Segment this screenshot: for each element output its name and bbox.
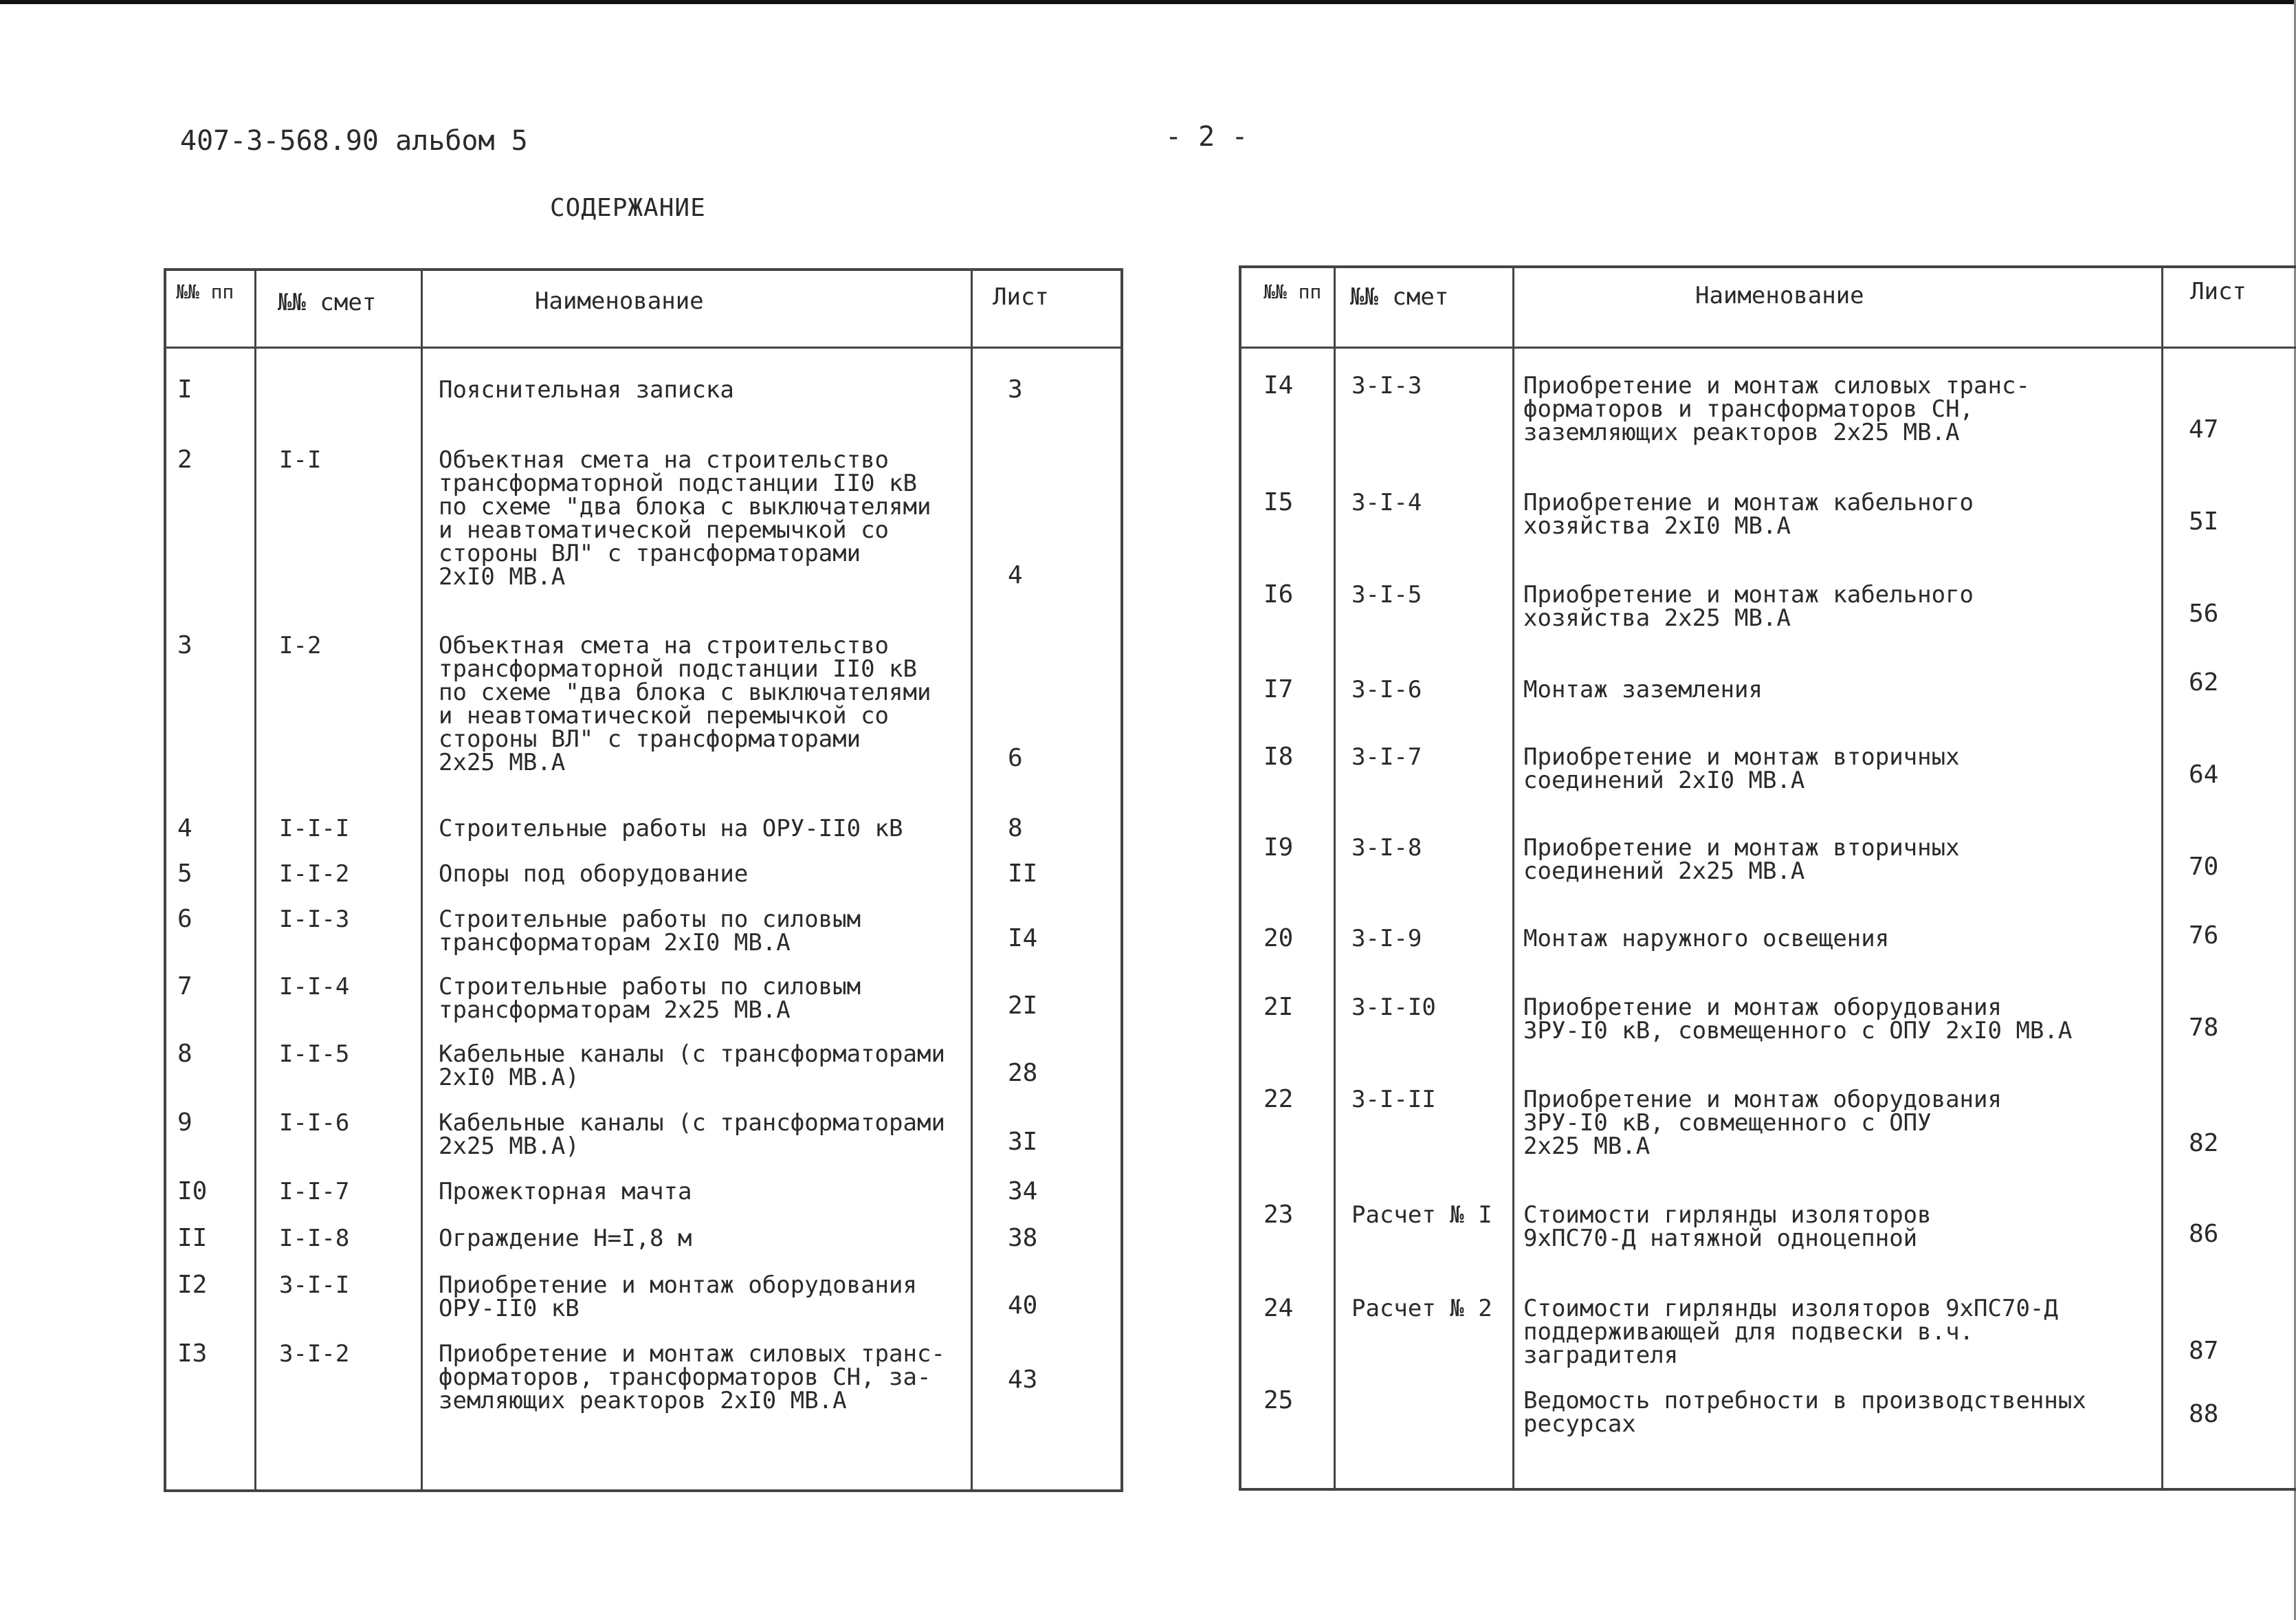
row-number: 8 (177, 1040, 192, 1068)
item-name: Приобретение и монтаж силовых транс- форматоров и трансформаторов СН, заземляющих реакторов 2х25 МВ.А (1523, 372, 2030, 446)
item-name: Строительные работы по силовым трансформаторам 2х25 МВ.А (439, 973, 861, 1024)
estimate-number: I-I-5 (279, 1040, 350, 1068)
sheet-number: 70 (2189, 853, 2219, 881)
row-number: 7 (177, 972, 192, 1000)
estimate-number: I-I-7 (279, 1178, 350, 1205)
page-number: - 2 - (1165, 121, 1248, 153)
row-number: 5 (177, 860, 192, 888)
row-number: 20 (1263, 924, 1294, 952)
sheet-number: 88 (2189, 1400, 2219, 1428)
item-name: Приобретение и монтаж вторичных соединений 2хI0 МВ.А (1523, 743, 1960, 794)
row-number: 2 (177, 446, 192, 474)
column-divider (1334, 265, 1336, 1491)
item-name: Прожекторная мачта (439, 1178, 692, 1205)
header-divider (1239, 347, 2296, 349)
row-number: 22 (1263, 1085, 1294, 1113)
row-number: I3 (177, 1339, 208, 1368)
estimate-number: 3-I-I0 (1351, 994, 1436, 1021)
sheet-number: 82 (2189, 1129, 2219, 1157)
column-header-row-no: №№ пп (176, 281, 234, 303)
column-header-estimate-no: №№ смет (278, 289, 377, 316)
estimate-number: 3-I-4 (1351, 489, 1422, 516)
estimate-number: 3-I-9 (1351, 925, 1422, 952)
sheet-number: 34 (1008, 1177, 1038, 1205)
sheet-number: 87 (2189, 1337, 2219, 1365)
row-number: I7 (1263, 675, 1294, 703)
estimate-number: I-I-6 (279, 1109, 350, 1137)
item-name: Пояснительная записка (439, 376, 734, 404)
sheet-number: 5I (2189, 507, 2219, 536)
row-number: 2I (1263, 993, 1294, 1021)
row-number: 24 (1263, 1294, 1294, 1322)
column-header-name: Наименование (535, 287, 704, 315)
column-header-estimate-no: №№ смет (1350, 283, 1449, 311)
row-number: I6 (1263, 580, 1294, 609)
estimate-number: I-I-I (279, 815, 350, 842)
sheet-number: 3I (1008, 1128, 1038, 1156)
estimate-number: Расчет № I (1351, 1201, 1492, 1229)
item-name: Строительные работы на ОРУ-II0 кВ (439, 815, 903, 842)
estimate-number: 3-I-6 (1351, 676, 1422, 703)
item-name: Приобретение и монтаж оборудования ЗРУ-I0 кВ, совмещенного с ОПУ 2хI0 МВ.А (1523, 994, 2073, 1044)
estimate-number: I-I-4 (279, 973, 350, 1000)
row-number: 3 (177, 631, 192, 659)
row-number: II (177, 1224, 208, 1252)
sheet-number: 40 (1008, 1291, 1038, 1320)
sheet-number: 38 (1008, 1224, 1038, 1252)
column-divider (421, 268, 423, 1492)
item-name: Приобретение и монтаж оборудования ОРУ-II0 кВ (439, 1271, 917, 1322)
item-name: Приобретение и монтаж кабельного хозяйства 2хI0 МВ.А (1523, 489, 1974, 540)
sheet-number: 43 (1008, 1366, 1038, 1394)
sheet-number: 62 (2189, 668, 2219, 697)
row-number: I2 (177, 1271, 208, 1299)
row-number: 4 (177, 814, 192, 842)
sheet-number: 4 (1008, 561, 1023, 589)
column-divider (2161, 265, 2163, 1491)
sheet-number: 64 (2189, 760, 2219, 789)
estimate-number: I-I (279, 446, 322, 474)
row-number: I4 (1263, 371, 1294, 399)
estimate-number: 3-I-7 (1351, 743, 1422, 771)
column-header-sheet: Лист (2190, 278, 2247, 305)
column-header-row-no: №№ пп (1263, 281, 1322, 303)
row-number: 23 (1263, 1201, 1294, 1229)
contents-table-right (1239, 265, 2296, 1491)
estimate-number: 3-I-II (1351, 1086, 1436, 1113)
item-name: Кабельные каналы (с трансформаторами 2х25 МВ.А) (439, 1109, 945, 1160)
header-divider (164, 347, 1123, 349)
column-divider (971, 268, 973, 1492)
item-name: Приобретение и монтаж силовых транс- форматоров, трансформаторов СН, за- земляющих реакторов 2хI0 МВ.А (439, 1340, 945, 1414)
sheet-number: II (1008, 860, 1038, 888)
row-number: I (177, 375, 192, 404)
estimate-number: I-I-3 (279, 906, 350, 933)
estimate-number: Расчет № 2 (1351, 1295, 1492, 1322)
row-number: I5 (1263, 488, 1294, 516)
sheet-number: 28 (1008, 1059, 1038, 1087)
sheet-number: I4 (1008, 924, 1038, 952)
sheet-number: 2I (1008, 992, 1038, 1020)
row-number: 6 (177, 905, 192, 933)
document-code: 407-3-568.90 альбом 5 (180, 125, 528, 157)
item-name: Стоимости гирлянды изоляторов 9хПС70-Д поддерживающей для подвески в.ч. заградителя (1523, 1295, 2058, 1369)
sheet-number: 47 (2189, 415, 2219, 444)
scan-top-border (0, 0, 2296, 4)
row-number: 9 (177, 1108, 192, 1137)
item-name: Объектная смета на строительство трансформаторной подстанции II0 кВ по схеме "два блока с выключателями и неавтоматической перемычкой со стороны ВЛ" с трансформаторами 2х25 МВ.А (439, 632, 931, 776)
row-number: I0 (177, 1177, 208, 1205)
estimate-number: 3-I-5 (1351, 581, 1422, 609)
item-name: Объектная смета на строительство трансформаторной подстанции II0 кВ по схеме "два блока с выключателями и неавтоматической перемычкой со стороны ВЛ" с трансформаторами 2хI0 МВ.А (439, 446, 931, 591)
estimate-number: 3-I-I (279, 1271, 350, 1299)
contents-table-left (164, 268, 1123, 1492)
sheet-number: 6 (1008, 744, 1023, 772)
estimate-number: 3-I-8 (1351, 834, 1422, 862)
sheet-number: 76 (2189, 921, 2219, 950)
contents-title: СОДЕРЖАНИЕ (550, 194, 706, 222)
estimate-number: I-I-8 (279, 1225, 350, 1252)
item-name: Кабельные каналы (с трансформаторами 2хI0 МВ.А) (439, 1040, 945, 1091)
item-name: Приобретение и монтаж вторичных соединений 2х25 МВ.А (1523, 834, 1960, 885)
estimate-number: 3-I-2 (279, 1340, 350, 1368)
row-number: I8 (1263, 743, 1294, 771)
column-divider (254, 268, 256, 1492)
sheet-number: 56 (2189, 600, 2219, 628)
item-name: Опоры под оборудование (439, 860, 749, 888)
estimate-number: I-2 (279, 632, 322, 659)
item-name: Приобретение и монтаж оборудования ЗРУ-I0 кВ, совмещенного с ОПУ 2х25 МВ.А (1523, 1086, 2002, 1160)
row-number: 25 (1263, 1386, 1294, 1414)
column-header-sheet: Лист (993, 283, 1049, 311)
item-name: Стоимости гирлянды изоляторов 9хПС70-Д натяжной одноцепной (1523, 1201, 1932, 1252)
item-name: Ведомость потребности в производственных ресурсах (1523, 1387, 2086, 1438)
item-name: Строительные работы по силовым трансформаторам 2хI0 МВ.А (439, 906, 861, 956)
column-header-name: Наименование (1695, 282, 1864, 309)
estimate-number: I-I-2 (279, 860, 350, 888)
sheet-number: 3 (1008, 375, 1023, 404)
estimate-number: 3-I-3 (1351, 372, 1422, 399)
column-divider (1512, 265, 1514, 1491)
item-name: Монтаж наружного освещения (1523, 925, 1890, 952)
sheet-number: 86 (2189, 1220, 2219, 1248)
item-name: Приобретение и монтаж кабельного хозяйства 2х25 МВ.А (1523, 581, 1974, 632)
item-name: Ограждение Н=I,8 м (439, 1225, 692, 1252)
sheet-number: 78 (2189, 1014, 2219, 1042)
sheet-number: 8 (1008, 814, 1023, 842)
row-number: I9 (1263, 833, 1294, 862)
item-name: Монтаж заземления (1523, 676, 1763, 703)
